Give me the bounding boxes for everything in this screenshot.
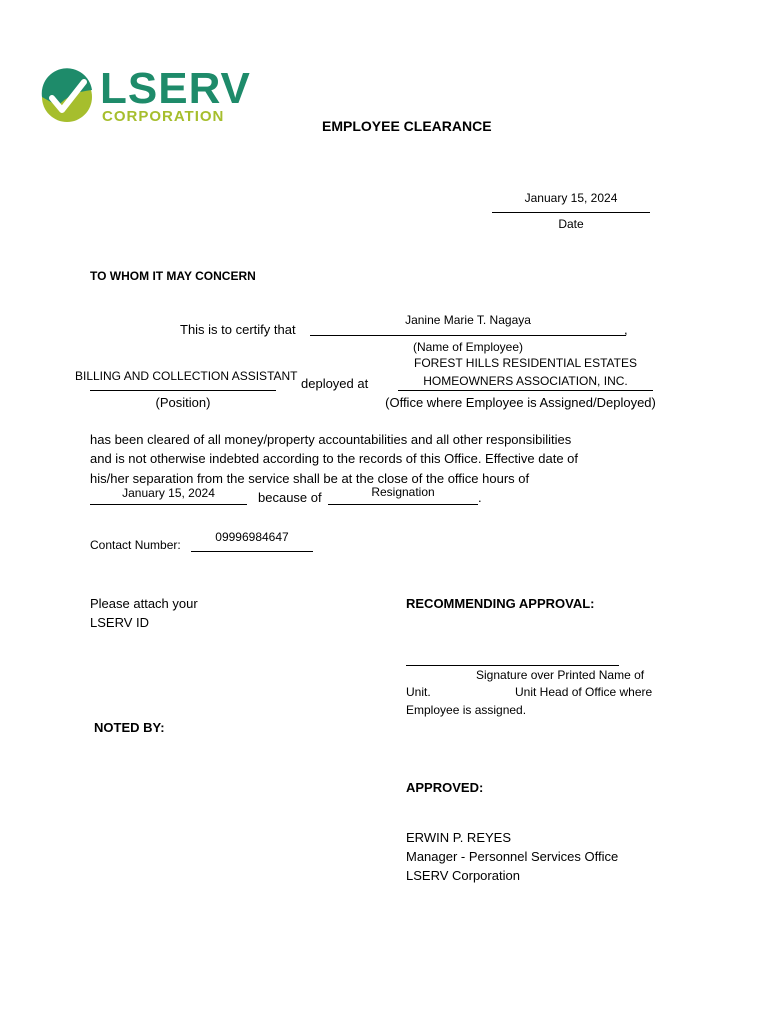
- certify-comma: ,: [624, 322, 628, 337]
- recommending-caption-line-3: Employee is assigned.: [406, 703, 527, 717]
- reason-underline: [328, 504, 478, 505]
- logo-wordmark: LSERV: [100, 64, 251, 113]
- effective-date: January 15, 2024: [122, 486, 215, 500]
- date-label: Date: [558, 217, 584, 231]
- because-of-text: because of: [258, 490, 322, 505]
- recommending-heading: RECOMMENDING APPROVAL:: [406, 596, 595, 611]
- recommending-signature-line: [406, 665, 619, 666]
- approver-name: ERWIN P. REYES: [406, 830, 511, 845]
- body-line-3: his/her separation from the service shall be at the close of the office hours of: [90, 471, 530, 486]
- employee-name-underline: [310, 335, 626, 336]
- office-line-2: HOMEOWNERS ASSOCIATION, INC.: [423, 374, 628, 388]
- page-title: EMPLOYEE CLEARANCE: [322, 118, 492, 134]
- body-line-2: and is not otherwise indebted according to the records of this Office. Effective date of: [90, 451, 579, 466]
- separation-reason: Resignation: [371, 485, 435, 499]
- date-value: January 15, 2024: [524, 191, 618, 205]
- noted-by-heading: NOTED BY:: [94, 720, 165, 735]
- contact-label: Contact Number:: [90, 538, 181, 552]
- recommending-caption-line-2a: Unit.: [406, 685, 431, 699]
- attach-note-line-1: Please attach your: [90, 596, 198, 611]
- date-underline: [492, 212, 650, 213]
- approver-position: Manager - Personnel Services Office: [406, 849, 619, 864]
- employee-name: Janine Marie T. Nagaya: [405, 313, 531, 327]
- body-line-1: has been cleared of all money/property accountabilities and all other responsibilities: [90, 432, 572, 447]
- employee-name-label: (Name of Employee): [412, 340, 524, 354]
- position-underline: [90, 390, 276, 391]
- office-underline: [398, 390, 653, 391]
- effective-date-underline: [90, 504, 247, 505]
- salutation: TO WHOM IT MAY CONCERN: [90, 269, 256, 283]
- contact-underline: [191, 551, 313, 552]
- contact-number: 09996984647: [215, 530, 289, 544]
- body-period: .: [478, 490, 482, 505]
- certify-lead: This is to certify that: [180, 322, 296, 337]
- deployed-at-text: deployed at: [301, 376, 369, 391]
- recommending-caption-line-2b: Unit Head of Office where: [515, 685, 653, 699]
- position-value: BILLING AND COLLECTION ASSISTANT: [75, 369, 298, 383]
- position-label: (Position): [155, 395, 211, 410]
- logo-subline: CORPORATION: [102, 108, 225, 125]
- attach-note-line-2: LSERV ID: [90, 615, 150, 630]
- recommending-caption-line-1: Signature over Printed Name of: [476, 668, 645, 682]
- approver-company: LSERV Corporation: [406, 868, 520, 883]
- office-label: (Office where Employee is Assigned/Deployed): [385, 395, 656, 410]
- office-line-1: FOREST HILLS RESIDENTIAL ESTATES: [414, 356, 637, 370]
- approved-heading: APPROVED:: [406, 780, 484, 795]
